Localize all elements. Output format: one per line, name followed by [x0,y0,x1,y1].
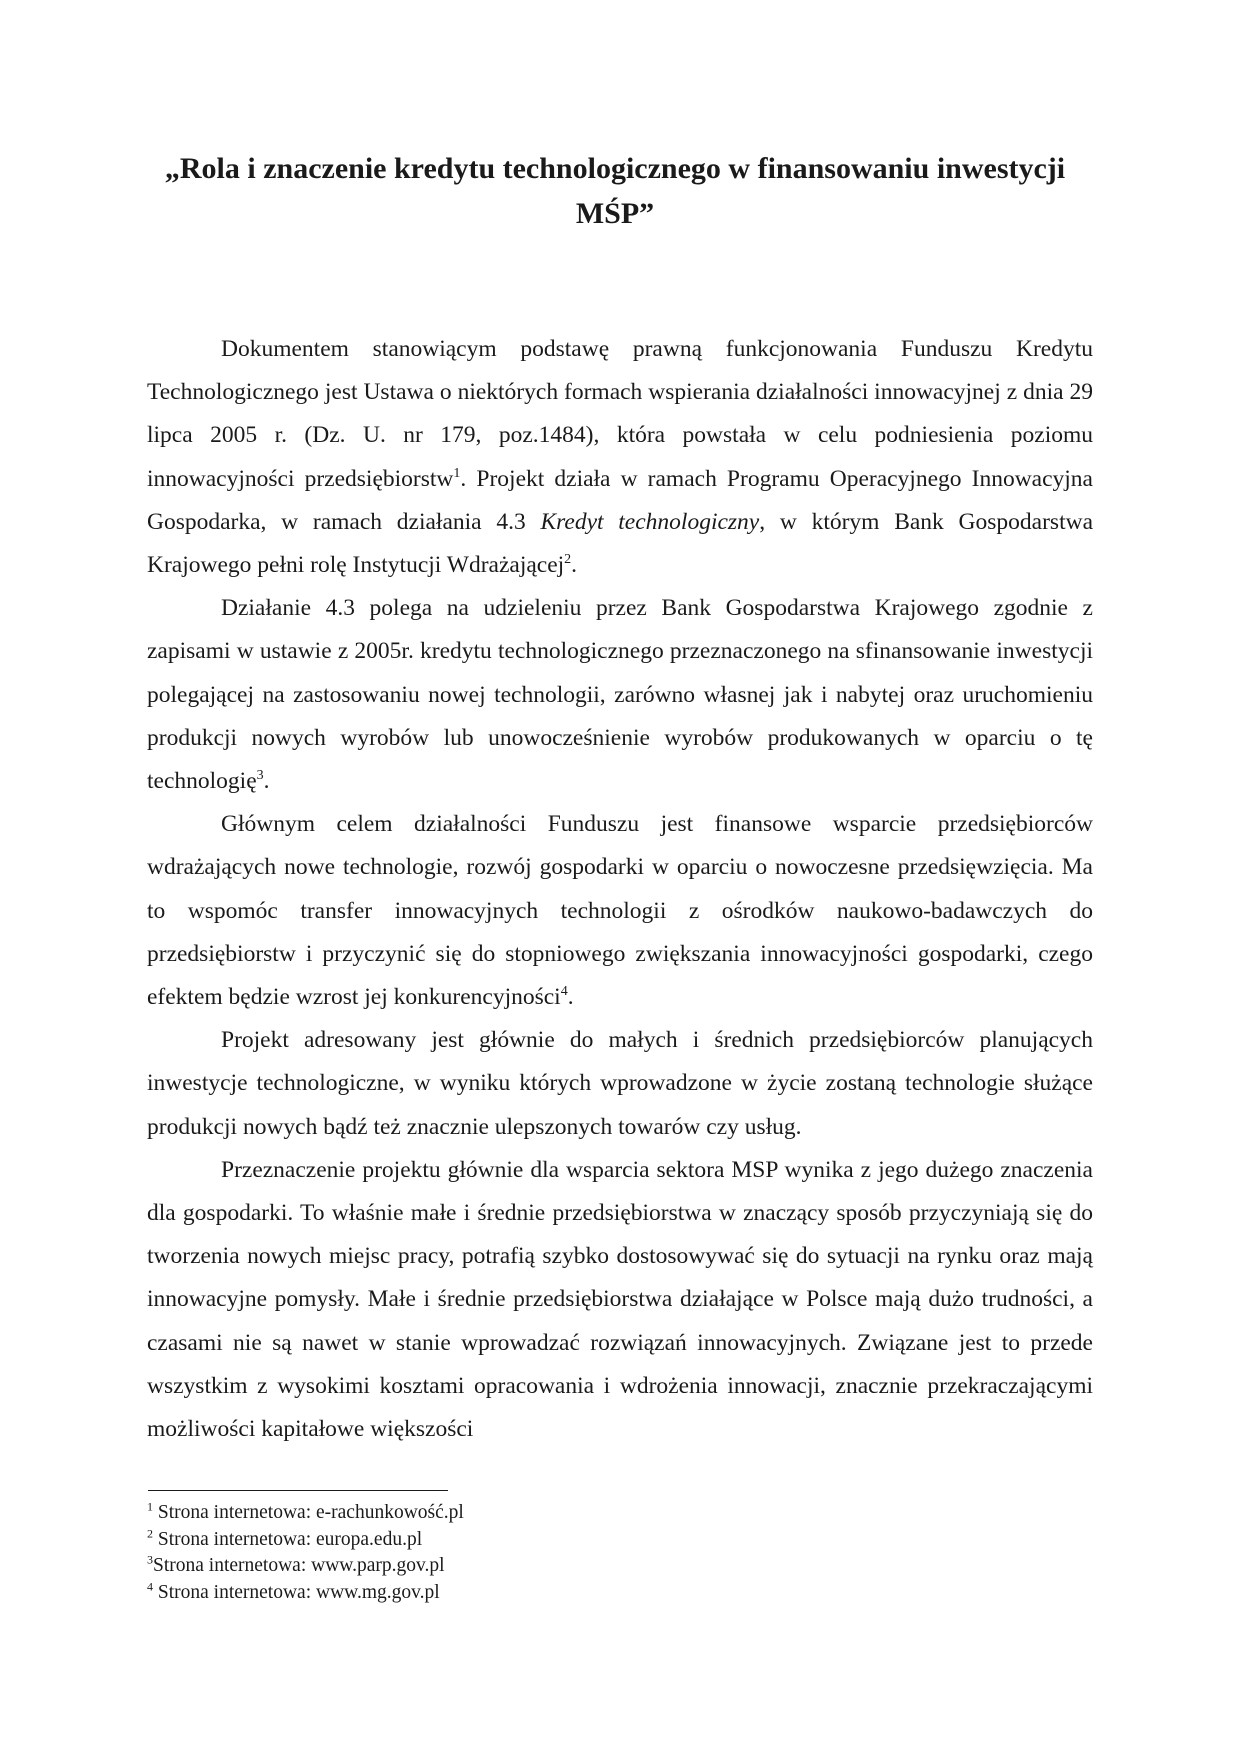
footnote-number: 3 [147,1552,153,1567]
paragraph-5: Przeznaczenie projektu głównie dla wsparcia sektora MSP wynika z jego dużego znaczenia dla gospodarki. To właśnie małe i średnie przedsiębiorstwa w znaczący sposób przyczyniają się do tworzenia nowych miejsc pracy, potrafią szybko dostosowywać się do sytuacji na rynku oraz mają innowacyjne pomysły. Małe i średnie przedsiębiorstwa działające w Polsce mają dużo trudności, a czasami nie są nawet w stanie wprowadzać rozwiązań innowacyjnych. Związane jest to przede wszystkim z wysokimi kosztami opracowania i wdrożenia innowacji, znacznie przekraczającymi możliwości kapitałowe większości [147,1156,1093,1443]
paragraph-text: . Projekt działa w ramach Programu Operacyjnego Innowacyjna Gospodarka, w ramach działania 4.3 [147,465,1093,535]
footnote-text: Strona internetowa: europa.edu.pl [153,1528,423,1550]
footnote-number: 2 [147,1526,153,1540]
paragraph-4: Projekt adresowany jest głównie do małych i średnich przedsiębiorców planujących inwestycje technologiczne, w wyniku których wprowadzone w życie zostaną technologie służące produkcji nowych bądź też znacznie ulepszonych towarów czy usług. [147,1027,1093,1140]
paragraph-text: . [567,984,574,1011]
paragraph-2 [147,587,1093,803]
footnote-separator [148,1490,448,1491]
paragraph-text: Dokumentem stanowiącym podstawę prawną funkcjonowania Funduszu Kredytu Technologicznego jest Ustawa o niektórych formach wspierania działalności innowacyjnej z dnia 29 lipca 2005 r. (Dz. U. nr 179, poz.1484), która powstała w celu podniesienia poziomu innowacyjności przedsiębiorstw [147,336,1093,492]
footnote [147,1580,1047,1607]
footnote-ref: 2 [564,552,572,568]
document-title: „Rola i znaczenie kredytu technologicznego w finansowaniu inwestycji MŚP” [164,152,1066,230]
paragraph-text: . [571,552,578,579]
footnote-ref: 1 [453,465,461,481]
footnote [147,1500,1047,1527]
paragraph-3 [147,803,1093,1019]
footnotes [147,1500,1047,1606]
footnote [147,1553,1047,1580]
footnote [147,1527,1047,1554]
footnote-ref: 3 [256,768,264,784]
footnote-ref: 4 [560,984,568,1000]
paragraph-text: . [263,768,270,795]
footnote-text: Strona internetowa: www.mg.gov.pl [153,1581,440,1603]
footnote-text: Strona internetowa: e-rachunkowość.pl [153,1502,464,1523]
emphasized-term: Kredyt technologiczny [540,508,760,535]
document-body [147,328,1093,1451]
paragraph-text: Głównym celem działalności Funduszu jest finansowe wsparcie przedsiębiorców wdrażających nowe technologie, rozwój gospodarki w oparciu o nowoczesne przedsięwzięcia. Ma to wspomóc transfer innowacyjnych technologii z ośrodków naukowo-badawczych do przedsiębiorstw i przyczynić się do stopniowego zwiększania innowacyjności gospodarki, czego efektem będzie wzrost jej konkurencyjności [147,811,1093,1011]
paragraph-text: , w którym Bank Gospodarstwa Krajowego pełni rolę Instytucji Wdrażającej [147,508,1094,579]
paragraph-text: Działanie 4.3 polega na udzieleniu przez Bank Gospodarstwa Krajowego zgodnie z zapisami w ustawie z 2005r. kredytu technologicznego przeznaczonego na sfinansowanie inwestycji polegającej na zastosowaniu nowej technologii, zarówno własnej jak i nabytej oraz uruchomieniu produkcji nowych wyrobów lub unowocześnienie wyrobów produkowanych w oparciu o tę technologię [147,595,1093,795]
footnote-number: 4 [147,1579,153,1593]
footnote-number: 1 [147,1499,153,1514]
footnote-text: Strona internetowa: www.parp.gov.pl [153,1555,445,1576]
paragraph-1 [147,328,1093,587]
